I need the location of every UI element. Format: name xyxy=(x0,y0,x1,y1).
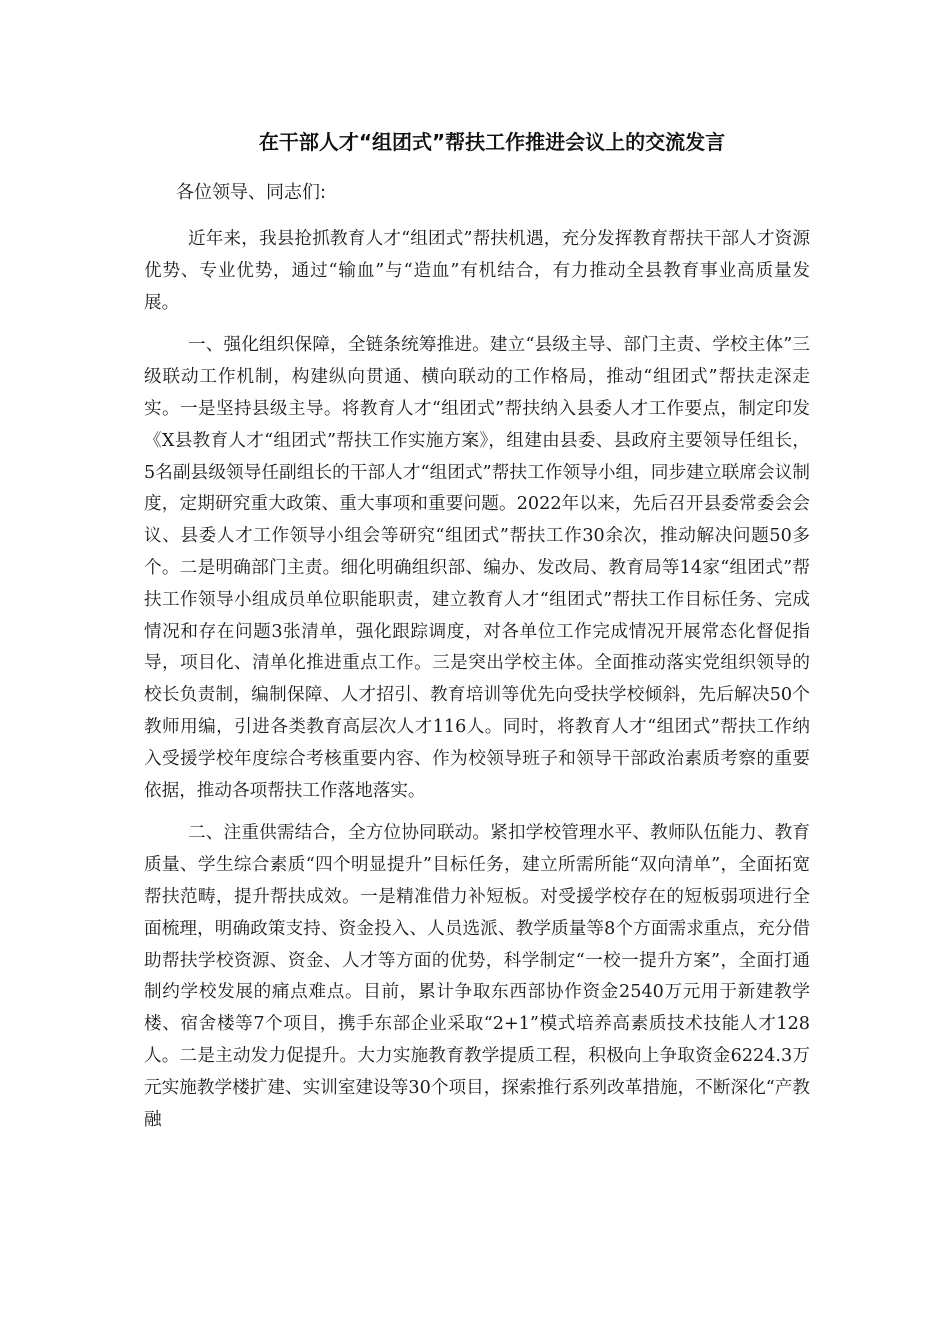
document-body xyxy=(144,224,810,1136)
paragraph-intro: 近年来，我县抢抓教育人才“组团式”帮扶机遇，充分发挥教育帮扶干部人才资源优势、专业优势，通过“输血”与“造血”有机结合，有力推动全县教育事业高质量发展。 xyxy=(144,229,810,313)
paragraph-section-two: 二、注重供需结合，全方位协同联动。紧扣学校管理水平、教师队伍能力、教育质量、学生综合素质“四个明显提升”目标任务，建立所需所能“双向清单”，全面拓宽帮扶范畴，提升帮扶成效。一是精准借力补短板。对受援学校存在的短板弱项进行全面梳理，明确政策支持、资金投入、人员选派、教学质量等8个方面需求重点，充分借助帮扶学校资源、资金、人才等方面的优势，科学制定“一校一提升方案”，全面打通制约学校发展的痛点难点。目前，累计争取东西部协作资金2540万元用于新建教学楼、宿舍楼等7个项目，携手东部企业采取“2+1”模式培养高素质技术技能人才128人。二是主动发力促提升。大力实施教育教学提质工程，积极向上争取资金6224.3万元实施教学楼扩建、实训室建设等30个项目，探索推行系列改革措施，不断深化“产教融 xyxy=(144,823,810,1130)
paragraph-section-one: 一、强化组织保障，全链条统筹推进。建立“县级主导、部门主责、学校主体”三级联动工作机制，构建纵向贯通、横向联动的工作格局，推动“组团式”帮扶走深走实。一是坚持县级主导。将教育人才“组团式”帮扶纳入县委人才工作要点，制定印发《X县教育人才“组团式”帮扶工作实施方案》，组建由县委、县政府主要领导任组长，5名副县级领导任副组长的干部人才“组团式”帮扶工作领导小组，同步建立联席会议制度，定期研究重大政策、重大事项和重要问题。2022年以来，先后召开县委常委会会议、县委人才工作领导小组会等研究“组团式”帮扶工作30余次，推动解决问题50多个。二是明确部门主责。细化明确组织部、编办、发改局、教育局等14家“组团式”帮扶工作领导小组成员单位职能职责，建立教育人才“组团式”帮扶工作目标任务、完成情况和存在问题3张清单，强化跟踪调度，对各单位工作完成情况开展常态化督促指导，项目化、清单化推进重点工作。三是突出学校主体。全面推动落实党组织领导的校长负责制，编制保障、人才招引、教育培训等优先向受扶学校倾斜，先后解决50个教师用编，引进各类教育高层次人才116人。同时，将教育人才“组团式”帮扶工作纳入受援学校年度综合考核重要内容、作为校领导班子和领导干部政治素质考察的重要依据，推动各项帮扶工作落地落实。 xyxy=(144,335,810,801)
salutation: 各位领导、同志们: xyxy=(176,182,327,203)
document-title: 在干部人才“组团式”帮扶工作推进会议上的交流发言 xyxy=(258,130,726,154)
